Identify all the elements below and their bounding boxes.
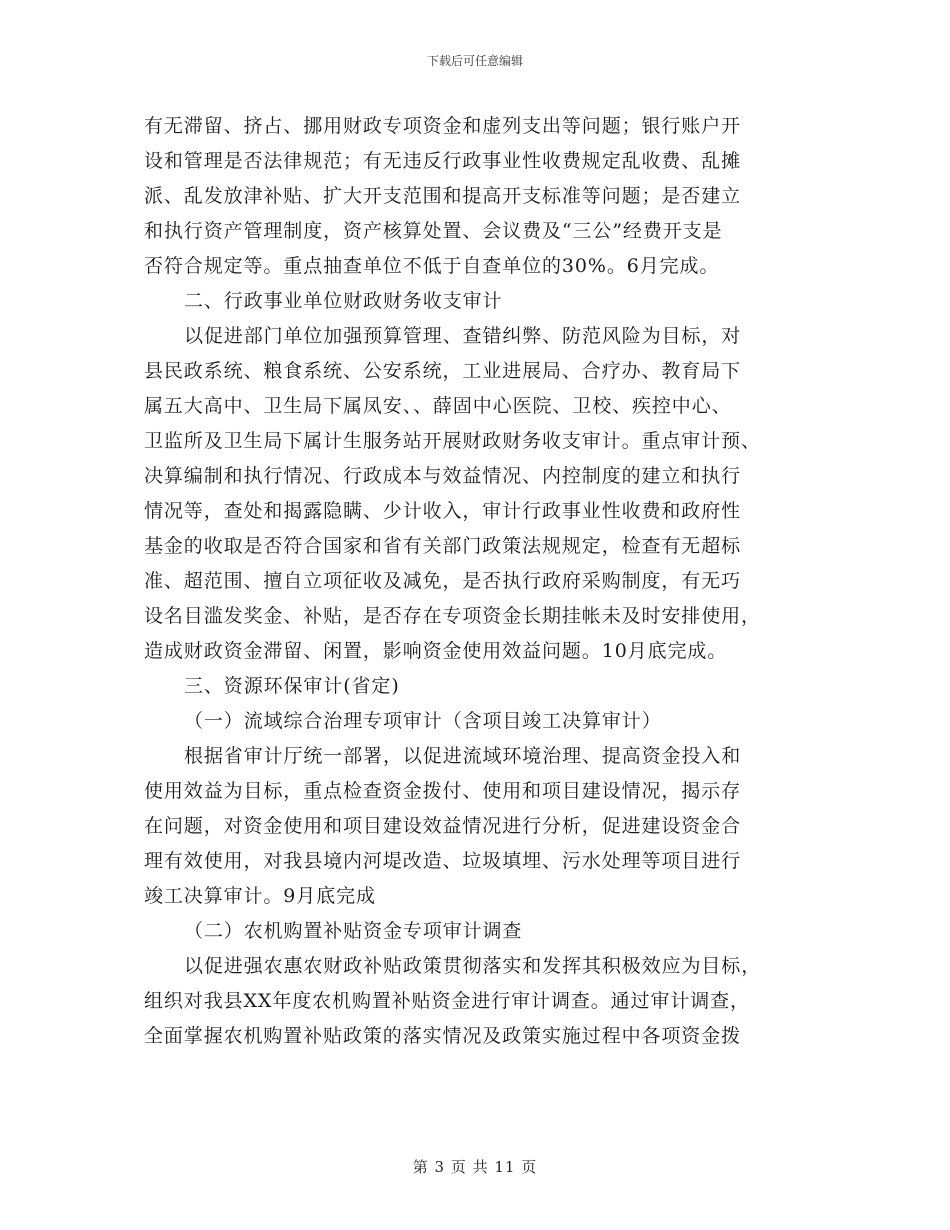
text-line: 使用效益为目标，重点检查资金拨付、使用和项目建设情况，揭示存 [144,780,742,802]
text-line: 决算编制和执行情况、行政成本与效益情况、内控制度的建立和执行 [144,465,742,487]
text-line: 和执行资产管理制度，资产核算处置、会议费及“三公”经费开支是 [144,220,723,242]
text-line: 以促进强农惠农财政补贴政策贯彻落实和发挥其积极效应为目标， [184,955,762,977]
document-body [144,109,808,1054]
text-line: 县民政系统、粮食系统、公安系统，工业进展局、合疗办、教育局下 [144,360,742,382]
text-line: 理有效使用，对我县境内河堤改造、垃圾填埋、污水处理等项目进行 [144,850,742,872]
text-line: 设名目滥发奖金、补贴，是否存在专项资金长期挂帐未及时安排使用， [144,605,761,627]
text-line: 否符合规定等。重点抽查单位不低于自查单位的30%。6月完成。 [144,255,720,277]
text-line: 在问题，对资金使用和项目建设效益情况进行分析，促进建设资金合 [144,815,742,837]
text-line: 属五大高中、卫生局下属凤安、、薛固中心医院、卫校、疾控中心、 [144,395,732,417]
text-line: 设和管理是否法律规范；有无违反行政事业性收费规定乱收费、乱摊 [144,150,742,172]
text-line: 竣工决算审计。9月底完成 [144,885,376,907]
text-line: 全面掌握农机购置补贴政策的落实情况及政策实施过程中各项资金拨 [144,1025,742,1047]
page-header: 下载后可任意编辑 [426,54,523,68]
text-line: 根据省审计厅统一部署，以促进流域环境治理、提高资金投入和 [184,745,742,767]
subsection-heading: （一）流域综合治理专项审计（含项目竣工决算审计） [184,710,662,732]
text-line: 以促进部门单位加强预算管理、查错纠弊、防范风险为目标，对 [184,325,742,347]
text-line: 情况等，查处和揭露隐瞒、少计收入，审计行政事业性收费和政府性 [144,500,742,522]
section-heading: 二、行政事业单位财政财务收支审计 [184,290,503,312]
text-line: 基金的收取是否符合国家和省有关部门政策法规规定，检查有无超标 [144,535,742,557]
text-line: 派、乱发放津补贴、扩大开支范围和提高开支标准等问题；是否建立 [144,185,742,207]
text-line: 造成财政资金滞留、闲置，影响资金使用效益问题。10月底完成。 [144,640,728,662]
text-line: 有无滞留、挤占、挪用财政专项资金和虚列支出等问题；银行账户开 [144,115,742,137]
section-heading: 三、资源环保审计(省定) [184,675,400,697]
subsection-heading: （二）农机购置补贴资金专项审计调查 [184,920,523,942]
text-line: 卫监所及卫生局下属计生服务站开展财政财务收支审计。重点审计预、 [144,430,761,452]
text-line: 组织对我县XX年度农机购置补贴资金进行审计调查。通过审计调查， [144,990,750,1012]
page-footer: 第 3 页 共 11 页 [412,1158,538,1176]
text-line: 准、超范围、擅自立项征收及减免，是否执行政府采购制度，有无巧 [144,570,742,592]
